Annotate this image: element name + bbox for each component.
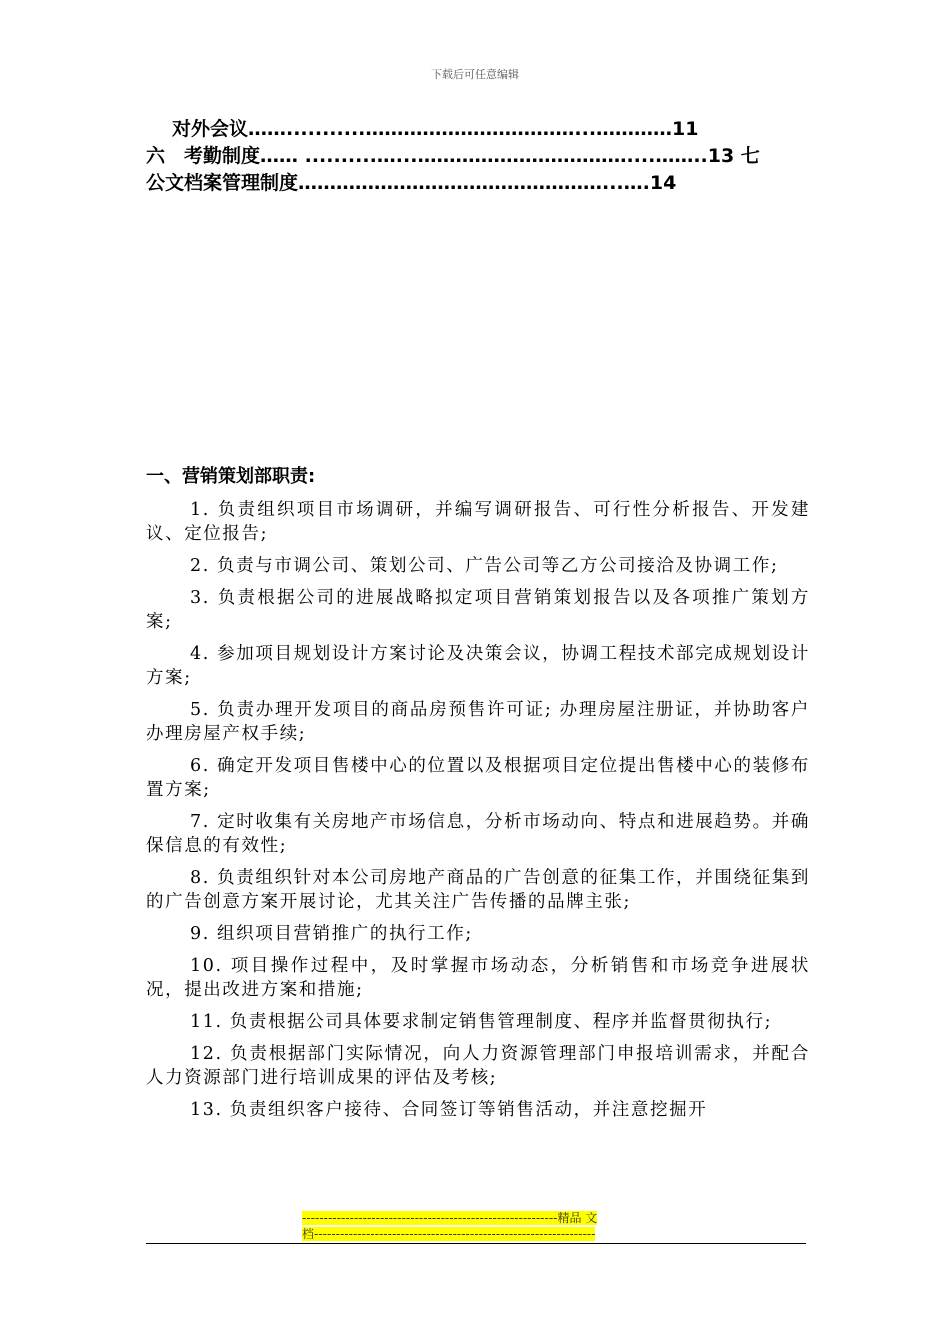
duty-item: 11. 负责根据公司具体要求制定销售管理制度、程序并监督贯彻执行; (190, 1012, 773, 1032)
duty-item: 1. 负责组织项目市场调研，并编写调研报告、可行性分析报告、开发建议、定位报告; (146, 500, 810, 544)
duty-item: 5. 负责办理开发项目的商品房预售许可证; 办理房屋注册证，并协助客户办理房屋产权手续; (146, 700, 810, 744)
duty-item: 8. 负责组织针对本公司房地产商品的广告创意的征集工作，并围绕征集到的广告创意方案开展讨论，尤其关注广告传播的品牌主张; (146, 868, 810, 912)
toc-line: 六 考勤制度…… ..........…...……………………………....……..13 七 (146, 145, 760, 167)
duty-list (146, 498, 810, 1130)
footer-line: -----------------------------------------------------------精品 文 (302, 1211, 598, 1225)
section-title: 一、营销策划部职责: (146, 466, 316, 487)
duty-item: 2. 负责与市调公司、策划公司、广告公司等乙方公司接洽及协调工作; (190, 556, 779, 576)
duty-item: 13. 负责组织客户接待、合同签订等销售活动，并注意挖掘开 (190, 1100, 708, 1120)
duty-item: 7. 定时收集有关房地产市场信息，分析市场动向、特点和进展趋势。并确保信息的有效性; (146, 812, 810, 856)
header-note: 下载后可任意编辑 (431, 68, 519, 81)
toc (146, 116, 816, 197)
footer-rule (146, 1243, 806, 1244)
footer-watermark (302, 1210, 648, 1242)
footer-line: 档----------------------------------------------------------------- (302, 1227, 596, 1241)
duty-item: 4. 参加项目规划设计方案讨论及决策会议，协调工程技术部完成规划设计方案; (146, 644, 810, 688)
duty-item: 3. 负责根据公司的进展战略拟定项目营销策划报告以及各项推广策划方案; (146, 588, 810, 632)
duty-item: 10. 项目操作过程中，及时掌握市场动态，分析销售和市场竞争进展状况，提出改进方案和措施; (146, 956, 810, 1000)
toc-line: 对外会议……...........……………………………...…………11 (172, 118, 699, 140)
duty-item: 12. 负责根据部门实际情况，向人力资源管理部门申报培训需求，并配合人力资源部门进行培训成果的评估及考核; (146, 1044, 810, 1088)
duty-item: 6. 确定开发项目售楼中心的位置以及根据项目定位提出售楼中心的装修布置方案; (146, 756, 810, 800)
duty-item: 9. 组织项目营销推广的执行工作; (190, 924, 473, 944)
toc-line: 公文档案管理制度…………………………………………...….14 (146, 172, 677, 194)
